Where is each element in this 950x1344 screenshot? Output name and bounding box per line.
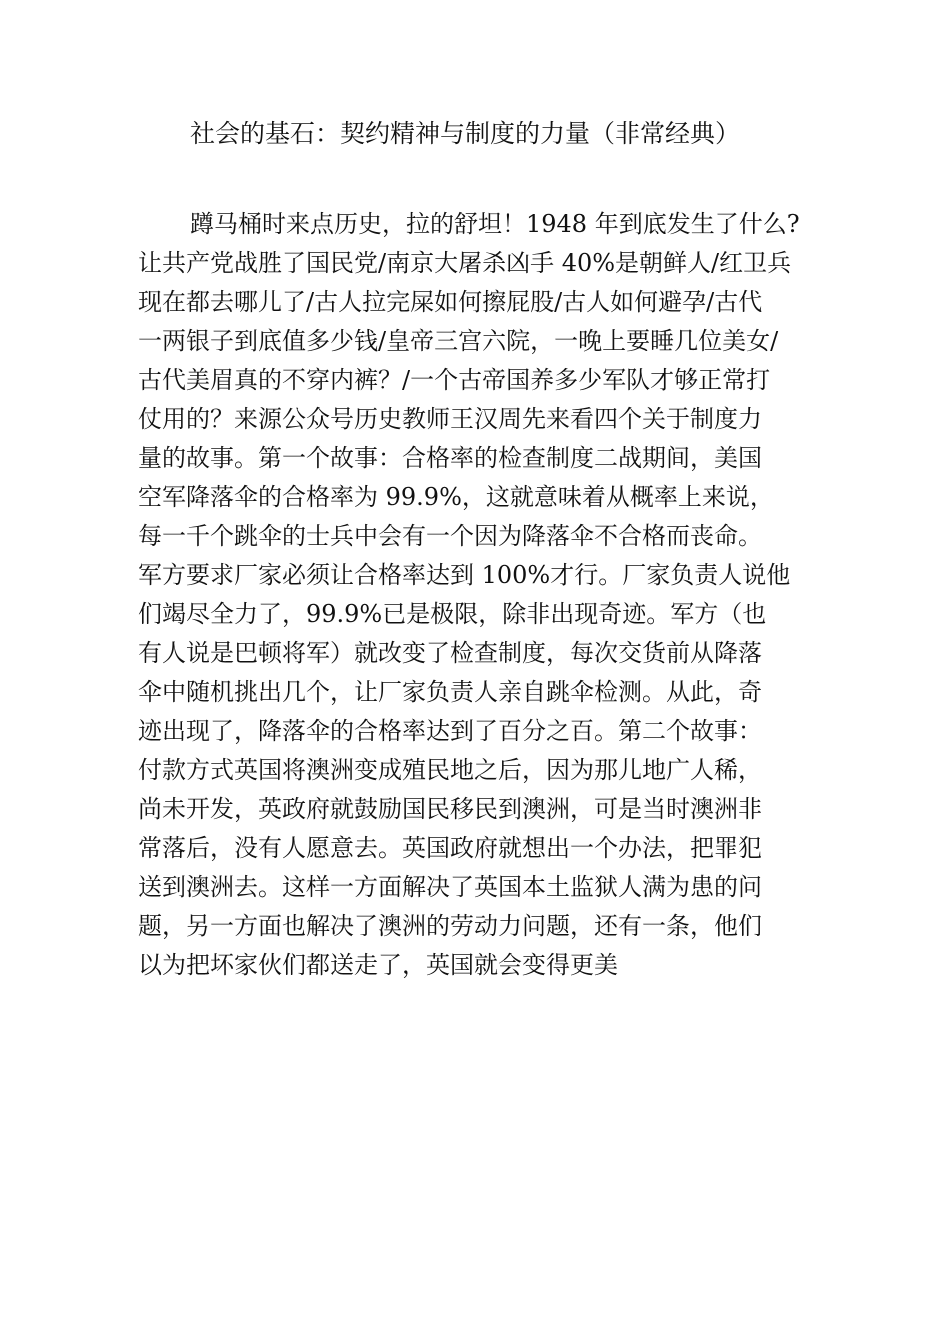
body-line: 蹲马桶时来点历史，拉的舒坦！1948 年到底发生了什么? (190, 210, 800, 238)
body-line: 常落后，没有人愿意去。英国政府就想出一个办法，把罪犯 (138, 834, 762, 862)
body-line: 送到澳洲去。这样一方面解决了英国本土监狱人满为患的问 (138, 873, 762, 901)
body-line: 有人说是巴顿将军）就改变了检查制度，每次交货前从降落 (138, 639, 762, 667)
document-title: 社会的基石：契约精神与制度的力量（非常经典） (190, 119, 741, 148)
body-line: 以为把坏家伙们都送走了，英国就会变得更美 (138, 951, 618, 979)
body-line: 空军降落伞的合格率为 99.9%，这就意味着从概率上来说， (138, 483, 774, 511)
body-line: 一两银子到底值多少钱/皇帝三宫六院，一晚上要睡几位美女/ (138, 327, 779, 355)
body-line: 让共产党战胜了国民党/南京大屠杀凶手 40%是朝鲜人/红卫兵 (138, 249, 792, 277)
body-line: 题，另一方面也解决了澳洲的劳动力问题，还有一条，他们 (138, 912, 762, 940)
body-line: 仗用的？来源公众号历史教师王汉周先来看四个关于制度力 (138, 405, 762, 433)
body-line: 伞中随机挑出几个，让厂家负责人亲自跳伞检测。从此，奇 (138, 678, 762, 706)
body-line: 尚未开发，英政府就鼓励国民移民到澳洲，可是当时澳洲非 (138, 795, 762, 823)
body-line: 现在都去哪儿了/古人拉完屎如何擦屁股/古人如何避孕/古代 (138, 288, 763, 316)
body-line: 们竭尽全力了，99.9%已是极限，除非出现奇迹。军方（也 (138, 600, 767, 628)
body-line: 每一千个跳伞的士兵中会有一个因为降落伞不合格而丧命。 (138, 522, 762, 550)
body-line: 量的故事。第一个故事：合格率的检查制度二战期间，美国 (138, 444, 762, 472)
document-body (138, 205, 828, 985)
body-line: 迹出现了，降落伞的合格率达到了百分之百。第二个故事： (138, 717, 762, 745)
body-line: 古代美眉真的不穿内裤？/一个古帝国养多少军队才够正常打 (138, 366, 771, 394)
body-line: 付款方式英国将澳洲变成殖民地之后，因为那儿地广人稀， (138, 756, 762, 784)
body-line: 军方要求厂家必须让合格率达到 100%才行。厂家负责人说他 (138, 561, 791, 589)
